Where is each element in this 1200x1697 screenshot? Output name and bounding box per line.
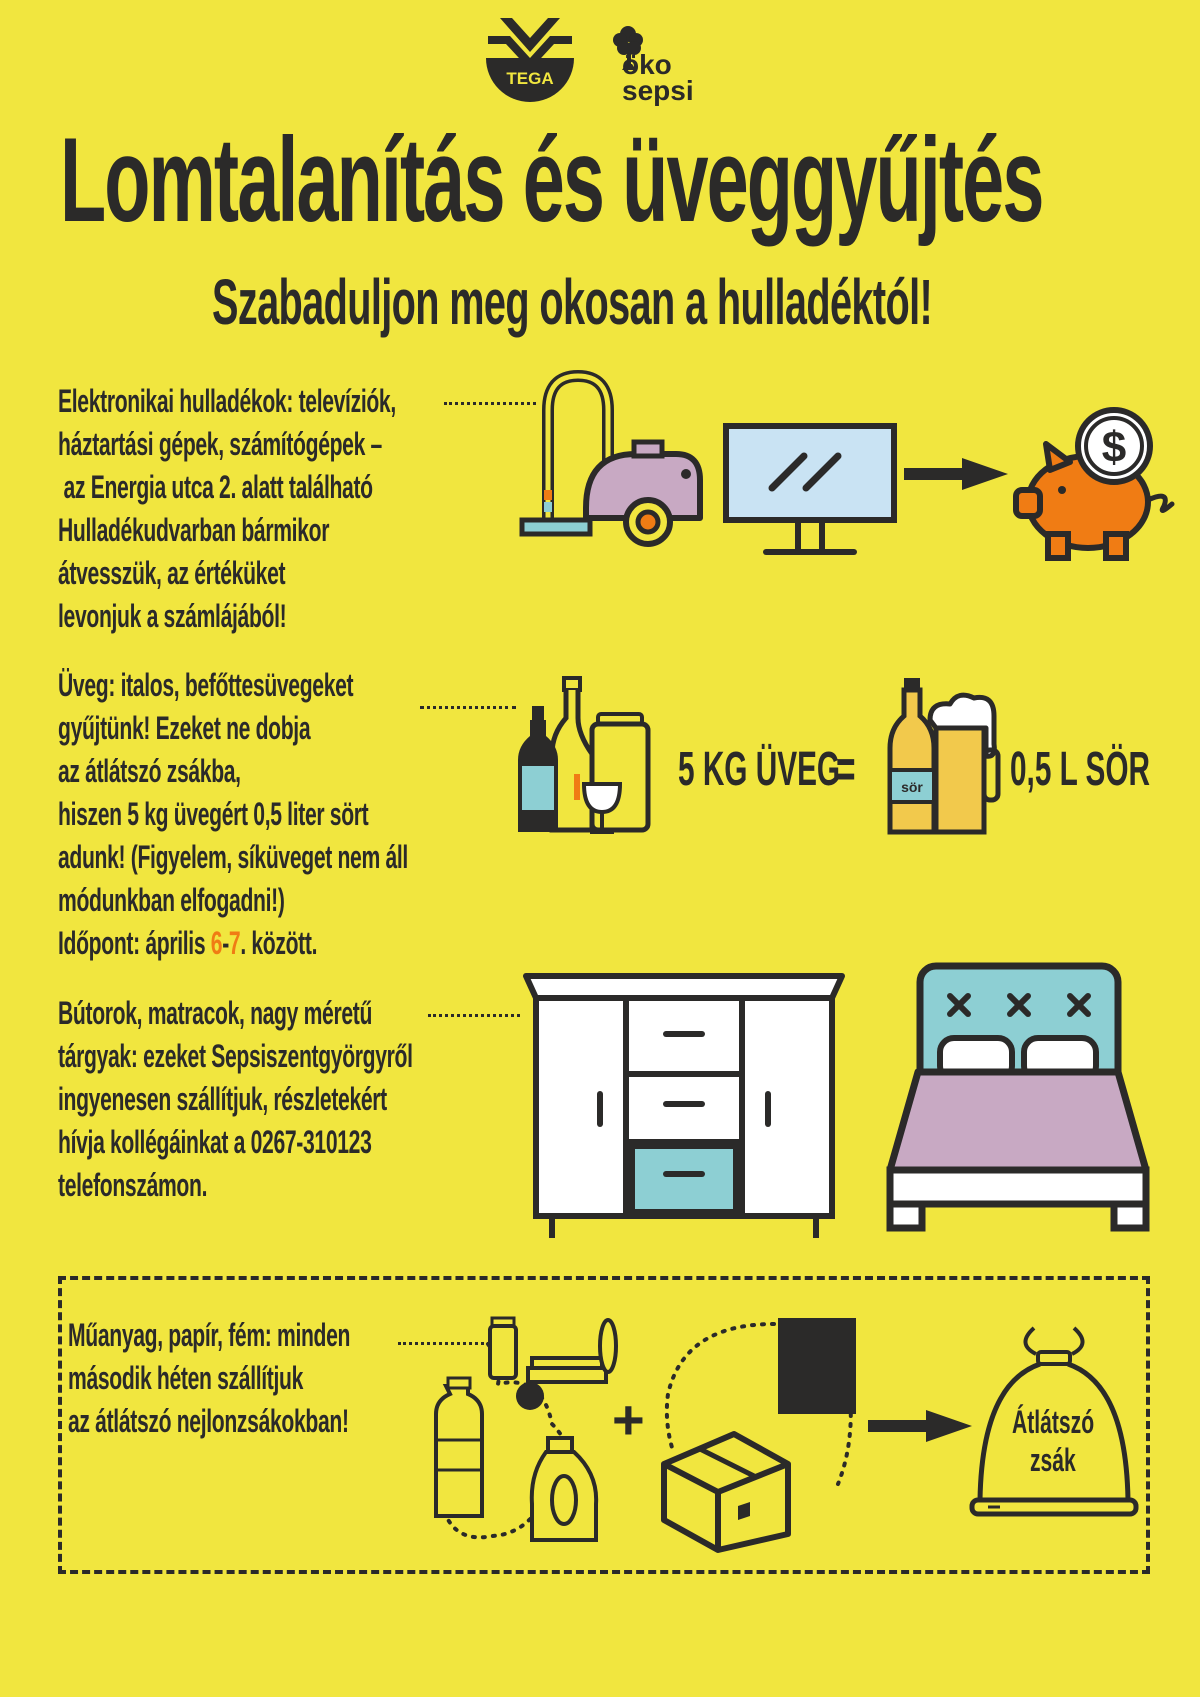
- glass-line: gyűjtünk! Ezeket ne dobja: [58, 710, 311, 746]
- furniture-line: ingyenesen szállítjuk, részletekért: [58, 1081, 387, 1117]
- glass-date-prefix: Időpont: április: [58, 925, 211, 961]
- recycling-line: Műanyag, papír, fém: minden: [68, 1317, 351, 1353]
- electronics-line: háztartási gépek, számítógépek –: [58, 426, 382, 462]
- glass-date-to: 7: [228, 925, 241, 961]
- tega-logo-text: TEGA: [506, 69, 554, 88]
- furniture-line: Bútorok, matracok, nagy méretű: [58, 995, 373, 1031]
- glass-line: módunkban elfogadni!): [58, 882, 285, 918]
- equation-equals: =: [836, 739, 856, 799]
- glass-date-line: [58, 922, 408, 965]
- arrow-right-icon: [904, 456, 1010, 492]
- furniture-leader-line: [428, 1014, 520, 1017]
- furniture-line: hívja kollégáinkat a 0267-310123: [58, 1124, 372, 1160]
- glass-line: hiszen 5 kg üvegért 0,5 liter sört: [58, 796, 369, 832]
- electronics-line: Elektronikai hulladékok: televíziók,: [58, 383, 396, 419]
- monitor-icon: [722, 422, 898, 558]
- furniture-line: tárgyak: ezeket Sepsiszentgyörgyről: [58, 1038, 413, 1074]
- glass-leader-line: [420, 706, 516, 709]
- recycling-line: az átlátszó nejlonzsákokban!: [68, 1403, 349, 1439]
- dollar-icon: $: [1101, 423, 1127, 472]
- glass-date-from: 6: [210, 925, 223, 961]
- furniture-line: telefonszámon.: [58, 1167, 208, 1203]
- page-title: Lomtalanítás és üveggyűjtés: [60, 113, 1043, 247]
- glass-line: Üveg: italos, befőttesüvegeket: [58, 667, 354, 703]
- page-subtitle: Szabaduljon meg okosan a hulladéktól!: [212, 266, 933, 338]
- glass-date-suffix: . között.: [240, 925, 318, 961]
- plus-sign: +: [612, 1388, 645, 1451]
- vacuum-cleaner-icon: [516, 370, 706, 560]
- cabinet-icon: [522, 970, 846, 1242]
- glass-line: az átlátszó zsákba,: [58, 753, 241, 789]
- electronics-line: Hulladékudvarban bármikor: [58, 512, 330, 548]
- recycling-line: második héten szállítjuk: [68, 1360, 304, 1396]
- glass-text: [58, 664, 408, 965]
- tega-logo: [480, 14, 580, 110]
- electronics-text: [58, 380, 396, 638]
- glass-line: adunk! (Figyelem, síküveget nem áll: [58, 839, 408, 875]
- electronics-line: átvesszük, az értéküket: [58, 555, 286, 591]
- electronics-line: az Energia utca 2. alatt található: [58, 469, 373, 505]
- bed-icon: [884, 960, 1152, 1234]
- okosepsi-logo-line2: sepsi: [622, 75, 694, 106]
- electronics-line: levonjuk a számlájából!: [58, 598, 287, 634]
- equation-right: 0,5 L SÖR: [1010, 743, 1151, 796]
- beer-bottle-label: sör: [901, 779, 923, 795]
- beer-icon: [884, 674, 1004, 840]
- equation-left: 5 KG ÜVEG: [678, 743, 841, 796]
- okosepsi-logo: [604, 18, 714, 108]
- recycling-text: [68, 1314, 350, 1443]
- glass-bottles-icon: [518, 674, 658, 838]
- bag-label-line1: Átlátszó: [1012, 1404, 1095, 1440]
- piggy-bank-icon: [1010, 404, 1180, 562]
- bag-label-line2: zsák: [1030, 1442, 1076, 1478]
- glass-date-dash: -: [222, 925, 229, 961]
- arrow-right-icon-2: [868, 1408, 974, 1444]
- furniture-text: [58, 992, 413, 1207]
- recyclables-icon: [432, 1304, 628, 1550]
- paper-box-icon: [654, 1314, 864, 1554]
- okosepsi-logo-line1: öko: [622, 49, 672, 80]
